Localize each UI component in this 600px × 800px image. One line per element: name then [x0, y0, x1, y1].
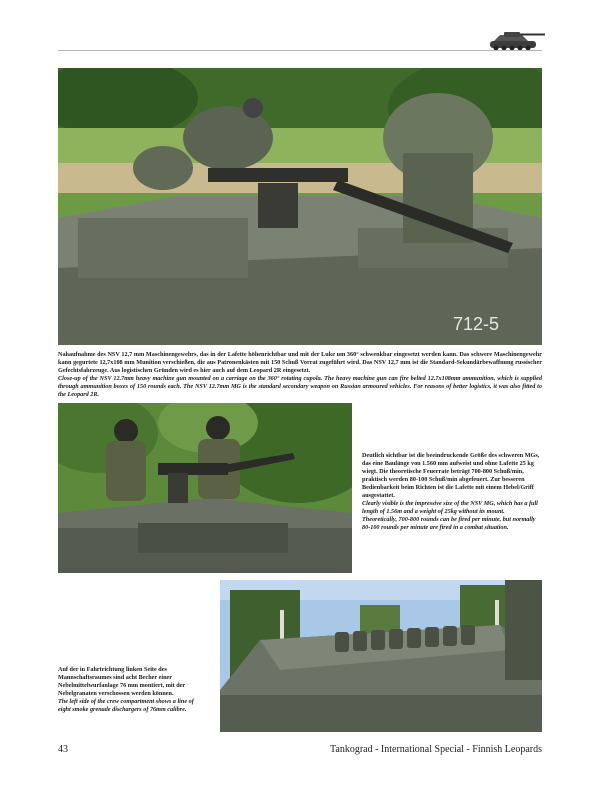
photo-nsv-machine-gun-closeup	[58, 68, 542, 345]
running-title: Tankograd - International Special - Finnish Leopards	[329, 744, 542, 755]
caption-middle-english: Clearly visible is the impressive size of the NSV MG, which has a full length of 1.56m and a weight of 25kg without its mount. Theoretically, 700-800 rounds can be fired per minute, but normally 80-100 rounds per minute are fired in a combat situation.	[362, 500, 538, 531]
svg-text:712-5: 712-5	[453, 314, 500, 334]
header-rule	[58, 50, 542, 51]
photo-crew-with-nsv-mg	[58, 403, 352, 573]
caption-top-english: Close-up of the NSV 12.7mm heavy machine gun mounted on a carriage on the 360° rotating cupola. The heavy machine gun can fire belted 12.7x108mm ammunition, which is supplied through ammunition boxes of 150 rounds each. The NSV 12.7mm MG is the standard secondary weapon on Russian armoured vehicles. For reasons of better logistics, it was also fitted to the Leopard 2R.	[58, 375, 542, 398]
page-number: 43	[58, 744, 68, 755]
caption-middle-german: Deutlich sichtbar ist die beeindruckende Größe des schweren MGs, das eine Baulänge von 1.560 mm aufweist und ohne Lafette 25 kg wiegt. Die theoretische Feuerrate beträgt 700-800 Schuß/min, praktisch werden 80-100 Schuß/min abgefeuert. Zur besseren Bedienbarkeit beim Richten ist die Lafette mit einem Hebel/Griff ausgestattet.	[362, 452, 540, 499]
caption-bottom-german: Auf der in Fahrtrichtung linken Seite des Mannschaftsraumes sind acht Becher einer Nebelmittelwurfanlage 76 mm montiert, mit der Nebelgranaten verschossen werden können.	[58, 666, 186, 697]
caption-middle	[362, 452, 540, 532]
caption-top	[58, 351, 542, 399]
caption-bottom	[58, 666, 208, 714]
photo-smoke-grenade-dischargers	[220, 580, 542, 732]
caption-top-german: Nahaufnahme des NSV 12,7 mm Maschinengewehrs, das in der Lafette höhenrichtbar und mit der Luke um 360° schwenkbar eingesetzt werden kann. Das schwere Maschinengewehr kann gegurtete 12,7x108 mm Munition verschießen, die aus Patronenkästen mit 150 Schuß Vorrat zugeführt wird. Das NSV 12,7 mm ist die Standard-Sekundärbewaffnung russischer Gefechtsfahrzeuge. Aus logistischen Gründen wird es hier auch auf dem Leopard 2R eingesetzt.	[58, 351, 542, 374]
caption-bottom-english: The left side of the crew compartment shows a line of eight smoke grenade dischargers of 76mm calibre.	[58, 698, 194, 713]
